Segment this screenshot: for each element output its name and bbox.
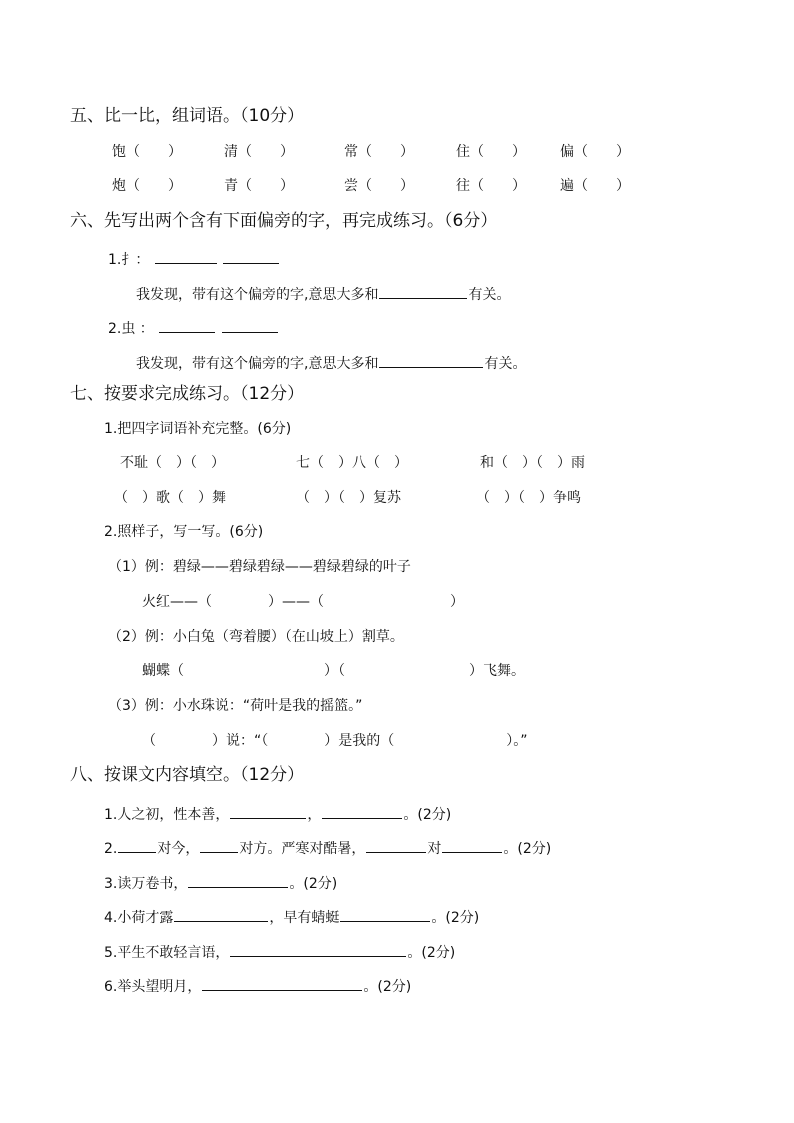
word-compare-item: 饱（ ）	[112, 144, 182, 160]
word-compare-item: 遍（ ）	[560, 178, 630, 194]
question-text: 6.举头望明月，	[104, 979, 202, 995]
answer-part: ）（	[324, 663, 345, 679]
answer-part: 蝴蝶（	[142, 663, 184, 679]
answer-blank[interactable]	[366, 838, 426, 853]
answer-blank[interactable]	[442, 838, 502, 853]
radical-finding-2	[136, 353, 526, 371]
word-compare-item: 青（ ）	[224, 178, 294, 194]
question-score: 。(2分)	[289, 876, 338, 892]
idiom-item: （ ）歌（ ）舞	[114, 490, 226, 506]
answer-blank[interactable]	[222, 318, 278, 333]
question-score: 。(2分)	[363, 979, 412, 995]
section-7-title: 七、按要求完成练习。（12分）	[70, 384, 305, 404]
question-text: 4.小荷才露	[104, 910, 174, 926]
question-score: 。(2分)	[403, 807, 452, 823]
idiom-item: 七（ ）八（ ）	[296, 455, 408, 471]
radical-question-2	[108, 318, 279, 336]
answer-blank[interactable]	[118, 838, 156, 853]
answer-part: ）飞舞。	[469, 663, 525, 679]
radical-prefix: 1.扌：	[108, 252, 150, 268]
section-6-title: 六、先写出两个含有下面偏旁的字，再完成练习。（6分）	[70, 211, 498, 231]
question-text: 1.人之初，性本善，	[104, 807, 230, 823]
answer-blank[interactable]	[202, 976, 362, 991]
idiom-item: （ ）（ ）复苏	[296, 490, 401, 506]
question-score: 。(2分)	[431, 910, 480, 926]
answer-blank[interactable]	[200, 838, 238, 853]
radical-prefix: 2.虫 ：	[108, 321, 154, 337]
idiom-question-title: 1.把四字词语补充完整。(6分)	[104, 421, 292, 437]
example-2-answer	[142, 664, 525, 678]
word-compare-item: 炮（ ）	[112, 178, 182, 194]
idiom-item: 不耻（ ）（ ）	[120, 455, 225, 471]
word-compare-item: 常（ ）	[344, 144, 414, 160]
fill-question-6	[104, 976, 411, 994]
answer-blank[interactable]	[188, 873, 288, 888]
fill-question-2	[104, 838, 551, 856]
word-compare-item: 清（ ）	[224, 144, 294, 160]
question-text: ，早有蜻蜓	[269, 910, 340, 926]
word-compare-item: 住（ ）	[456, 144, 526, 160]
section-5-title: 五、比一比，组词语。（10分）	[70, 106, 305, 126]
question-score: 。(2分)	[503, 841, 552, 857]
answer-blank[interactable]	[379, 353, 483, 368]
answer-blank[interactable]	[340, 907, 430, 922]
example-3-answer: （ ）说：“（ ）是我的（ ）。”	[142, 733, 528, 749]
answer-blank[interactable]	[223, 249, 279, 264]
example-3: （3）例：小水珠说：“荷叶是我的摇篮。”	[108, 698, 363, 714]
fill-question-3	[104, 873, 337, 891]
question-text: ，	[307, 807, 322, 823]
finding-text-end: 有关。	[484, 356, 527, 372]
word-compare-item: 尝（ ）	[344, 178, 414, 194]
word-compare-item: 偏（ ）	[560, 144, 630, 160]
question-text: 对今，	[157, 841, 200, 857]
question-text: 3.读万卷书，	[104, 876, 188, 892]
finding-text: 我发现，带有这个偏旁的字,意思大多和	[136, 356, 379, 372]
answer-blank[interactable]	[230, 942, 406, 957]
example-2: （2）例：小白兔（弯着腰）（在山坡上）割草。	[108, 629, 404, 645]
radical-finding-1	[136, 284, 510, 302]
question-score: 。(2分)	[407, 945, 456, 961]
fill-question-4	[104, 907, 479, 925]
word-compare-item: 往（ ）	[456, 178, 526, 194]
finding-text: 我发现，带有这个偏旁的字,意思大多和	[136, 287, 379, 303]
example-1-answer: 火红——（ ）——（ ）	[142, 594, 464, 610]
answer-blank[interactable]	[322, 804, 402, 819]
idiom-item: 和（ ）（ ）雨	[480, 455, 585, 471]
question-text: 2.	[104, 841, 118, 857]
answer-blank[interactable]	[159, 318, 215, 333]
fill-question-1	[104, 804, 451, 822]
idiom-item: （ ）（ ）争鸣	[476, 490, 581, 506]
example-1: （1）例：碧绿——碧绿碧绿——碧绿碧绿的叶子	[108, 559, 411, 575]
question-text: 对方。严寒对酷暑，	[239, 841, 366, 857]
answer-blank[interactable]	[379, 284, 467, 299]
imitate-question-title: 2.照样子，写一写。(6分)	[104, 524, 264, 540]
answer-blank[interactable]	[174, 907, 268, 922]
question-text: 5.平生不敢轻言语，	[104, 945, 230, 961]
question-text: 对	[427, 841, 442, 857]
section-8-title: 八、按课文内容填空。（12分）	[70, 765, 305, 785]
finding-text-end: 有关。	[468, 287, 511, 303]
answer-blank[interactable]	[230, 804, 306, 819]
radical-question-1	[108, 249, 280, 267]
fill-question-5	[104, 942, 455, 960]
answer-blank[interactable]	[155, 249, 217, 264]
